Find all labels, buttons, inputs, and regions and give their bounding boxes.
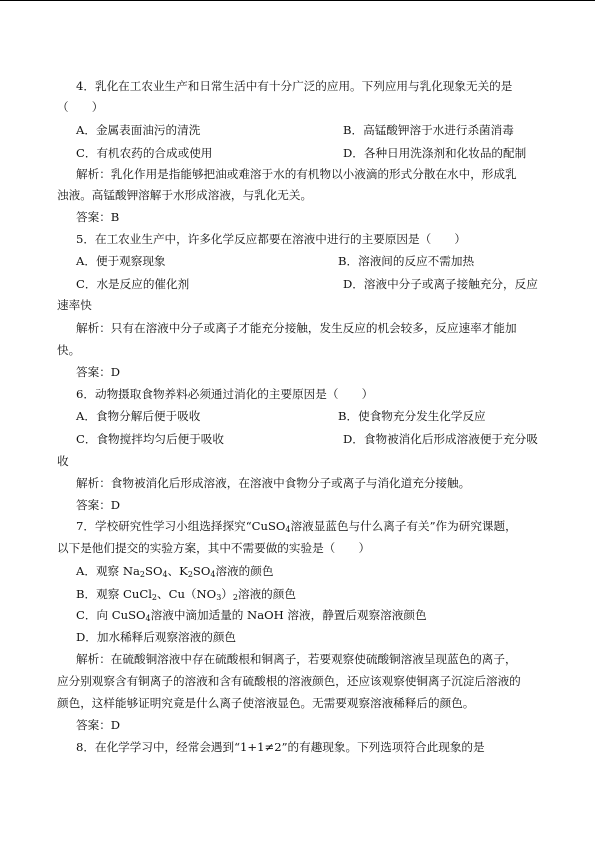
q7-option-a-sub-4: 4 [210,570,216,579]
q7-option-d: D．加水稀释后观察溶液的颜色 [76,630,237,644]
q7-stem-subscript: 4 [285,525,291,534]
q7-option-a-text-4: SO [192,564,211,578]
q5-option-d-cont: 速率快 [57,298,92,312]
q7-option-b-text-1: B．观察 CuCl [76,587,152,601]
q5-option-c: C．水是反应的催化剂 [76,277,190,291]
q4-answer: 答案：B [76,210,120,224]
q5-option-a: A．便于观察现象 [76,254,166,268]
q4-stem: 4．乳化在工农业生产和日常生活中有十分广泛的应用。下列应用与乳化现象无关的是 [76,79,513,93]
q6-analysis: 解析：食物被消化后形成溶液，在溶液中食物分子或离子与消化道充分接触。 [76,476,471,490]
q6-answer: 答案：D [76,498,121,512]
page-top-rule [0,0,595,1]
q4-option-c: C．有机农药的合成或使用 [76,146,213,160]
q7-option-b-sub-1: 2 [151,593,157,602]
q4-analysis-cont: 浊液。高锰酸钾溶解于水形成溶液，与乳化无关。 [57,188,313,202]
q7-option-c [76,607,427,627]
q7-answer: 答案：D [76,718,121,732]
q7-option-a-sub-2: 4 [162,570,168,579]
q7-option-a-text-1: A．观察 Na [76,564,140,578]
q4-option-a: A．金属表面油污的清洗 [76,123,201,137]
q7-stem-text-a: 7．学校研究性学习小组选择探究“CuSO [76,519,286,533]
q7-option-b-text-3: ） [221,587,233,601]
q7-analysis-cont-2: 颜色，这样能够证明究竟是什么离子使溶液显色。无需要观察溶液稀释后的颜色。 [57,696,475,710]
q7-analysis: 解析：在硫酸铜溶液中存在硫酸根和铜离子，若要观察使硫酸铜溶液呈现蓝色的离子， [76,652,517,666]
q7-analysis-cont-1: 应分别观察含有铜离子的溶液和含有硫酸根的溶液颜色，还应该观察使铜离子沉淀后溶液的 [57,674,521,688]
q5-option-d: D．溶液中分子或离子接触充分，反应 [343,277,538,291]
q7-option-a-text-3: 、K [167,564,188,578]
q6-option-b: B．使食物充分发生化学反应 [338,409,486,423]
q7-option-b-text-4: 溶液的颜色 [237,587,296,601]
q8-stem: 8．在化学学习中，经常会遇到“1+1≠2”的有趣现象。下列选项符合此现象的是 [76,740,485,754]
q7-option-b-text-2: 、Cu（NO [157,587,217,601]
q6-stem: 6．动物摄取食物养料必须通过消化的主要原因是（ ） [76,387,374,401]
q5-option-b: B．溶液间的反应不需加热 [338,254,475,268]
q7-stem-cont: 以下是他们提交的实验方案，其中不需要做的实验是（ ） [57,541,371,555]
q7-option-a-text-5: 溶液的颜色 [215,564,274,578]
q5-answer: 答案：D [76,365,121,379]
q7-option-a-sub-3: 2 [187,570,193,579]
q7-option-b-sub-3: 2 [232,593,238,602]
q7-option-c-text-1: C．向 CuSO [76,608,146,622]
q6-option-d: D．食物被消化后形成溶液便于充分吸 [343,432,538,446]
q7-option-c-text-2: 溶液中滴加适量的 NaOH 溶液，静置后观察溶液颜色 [150,608,427,622]
q4-stem-paren: （ ） [57,100,104,114]
q4-option-d: D．各种日用洗涤剂和化妆品的配制 [343,146,527,160]
q7-stem [76,518,517,538]
q7-option-c-sub: 4 [145,614,151,623]
q7-option-b [76,586,296,606]
q7-option-a-text-2: SO [145,564,163,578]
q5-analysis: 解析：只有在溶液中分子或离子才能充分接触，发生反应的机会较多，反应速率才能加 [76,321,517,335]
q6-option-d-cont: 收 [57,454,69,468]
q7-option-a [76,563,273,583]
q6-option-a: A．食物分解后便于吸收 [76,409,201,423]
q5-stem: 5．在工农业生产中，许多化学反应都要在溶液中进行的主要原因是（ ） [76,232,466,246]
q5-analysis-cont: 快。 [57,343,81,357]
q7-option-a-sub-1: 2 [139,570,145,579]
q4-analysis: 解析：乳化作用是指能够把油或难溶于水的有机物以小液滴的形式分散在水中，形成乳 [76,167,517,181]
q4-option-b: B．高锰酸钾溶于水进行杀菌消毒 [343,123,514,137]
q7-option-b-sub-2: 3 [216,593,222,602]
q6-option-c: C．食物搅拌均匀后便于吸收 [76,432,224,446]
q7-stem-text-b: 溶液显蓝色与什么离子有关”作为研究课题， [290,519,517,533]
